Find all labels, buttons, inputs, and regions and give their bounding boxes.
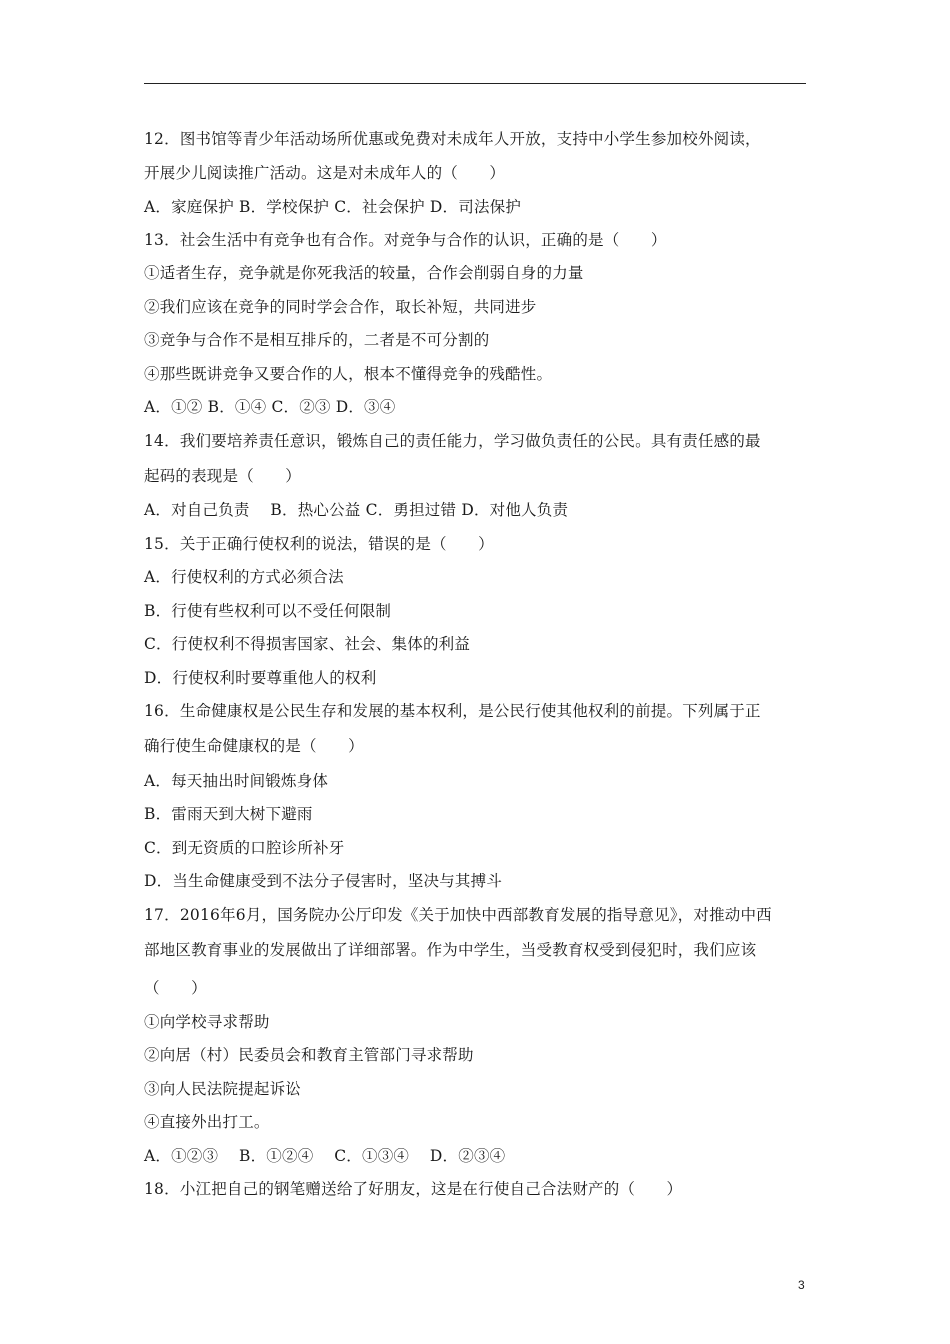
q12-stem-line2: 开展少儿阅读推广活动。这是对未成年人的（ ） <box>144 164 506 182</box>
q14-stem-line1: 14．我们要培养责任意识，锻炼自己的责任能力，学习做负责任的公民。具有责任感的最 <box>144 432 761 450</box>
q12-options: A．家庭保护 B．学校保护 C．社会保护 D．司法保护 <box>144 198 522 216</box>
q18-stem: 18．小江把自己的钢笔赠送给了好朋友，这是在行使自己合法财产的（ ） <box>144 1180 683 1198</box>
q12-stem-line1: 12．图书馆等青少年活动场所优惠或免费对未成年人开放，支持中小学生参加校外阅读， <box>144 130 761 148</box>
q13-item: ③竞争与合作不是相互排斥的，二者是不可分割的 <box>144 331 490 349</box>
q17-item: ②向居（村）民委员会和教育主管部门寻求帮助 <box>144 1046 474 1064</box>
q13-item: ④那些既讲竞争又要合作的人，根本不懂得竞争的残酷性。 <box>144 365 553 383</box>
q13-item: ①适者生存，竞争就是你死我活的较量，合作会削弱自身的力量 <box>144 264 584 282</box>
q17-stem-line3: （ ） <box>144 979 207 997</box>
q13-stem: 13．社会生活中有竞争也有合作。对竞争与合作的认识，正确的是（ ） <box>144 231 667 249</box>
q17-stem-line1: 17．2016年6月，国务院办公厅印发《关于加快中西部教育发展的指导意见》，对推动中西 <box>144 906 772 924</box>
q17-item: ③向人民法院提起诉讼 <box>144 1080 302 1098</box>
q17-item: ④直接外出打工。 <box>144 1113 270 1131</box>
q16-option-a: A．每天抽出时间锻炼身体 <box>144 772 329 790</box>
q15-stem: 15．关于正确行使权利的说法，错误的是（ ） <box>144 535 494 553</box>
q16-option-c: C．到无资质的口腔诊所补牙 <box>144 839 345 857</box>
q15-option-c: C．行使权利不得损害国家、社会、集体的利益 <box>144 635 471 653</box>
q17-item: ①向学校寻求帮助 <box>144 1013 270 1031</box>
q14-options: A．对自己负责 B．热心公益 C．勇担过错 D．对他人负责 <box>144 501 569 519</box>
q13-item: ②我们应该在竞争的同时学会合作，取长补短，共同进步 <box>144 298 537 316</box>
q17-stem-line2: 部地区教育事业的发展做出了详细部署。作为中学生，当受教育权受到侵犯时，我们应该 <box>144 941 757 959</box>
q15-option-d: D．行使权利时要尊重他人的权利 <box>144 669 377 687</box>
q17-options: A．①②③ B．①②④ C．①③④ D．②③④ <box>144 1147 506 1165</box>
q13-options: A．①② B．①④ C．②③ D．③④ <box>144 398 396 416</box>
q16-option-b: B．雷雨天到大树下避雨 <box>144 805 313 823</box>
q16-stem-line2: 确行使生命健康权的是（ ） <box>144 737 364 755</box>
q15-option-b: B．行使有些权利可以不受任何限制 <box>144 602 392 620</box>
page-number: 3 <box>798 1278 805 1292</box>
q15-option-a: A．行使权利的方式必须合法 <box>144 568 344 586</box>
q14-stem-line2: 起码的表现是（ ） <box>144 467 302 485</box>
header-rule <box>144 83 806 84</box>
q16-option-d: D．当生命健康受到不法分子侵害时，坚决与其搏斗 <box>144 872 503 890</box>
q16-stem-line1: 16．生命健康权是公民生存和发展的基本权利，是公民行使其他权利的前提。下列属于正 <box>144 702 761 720</box>
